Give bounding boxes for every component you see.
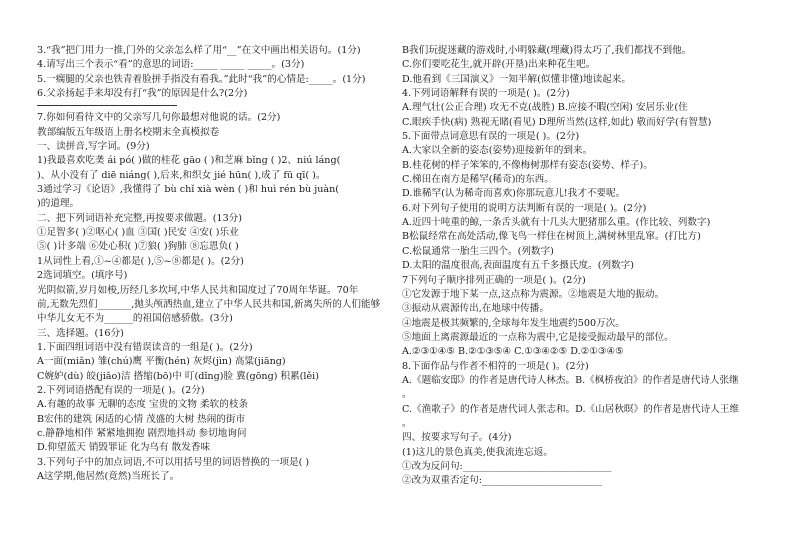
text-line: ②改为双重否定句:_________________________ [402,475,602,487]
text-line: 前,无数先烈们_______,抛头颅洒热血,建立了中华人民共和国,新离失所的人们能够 [37,298,381,310]
text-line: 4.请写出三个表示“看”的意思的词语:_____ _____ _____。(3分) [37,59,305,71]
text-line: ①足智多( )②呕心( )血 ③国( )民安 ④安( )乐业 [37,227,239,239]
text-line: A一面(miǎn) 雏(chú)鹰 平衡(hén) 灰烬(jìn) 高粱(jiāng) [37,356,286,368]
text-line: 4.下列词语解释有误的一项是( )。(2分) [402,88,570,100]
text-line: )、从小没有了 diē niáng( ),后来,和织女 jié hūn( ),成了 fū qī( )。 [37,169,326,181]
text-line: 2.下列词语搭配有误的一项是( )。(2分) [37,384,205,396]
text-line: B.桂花树的样子笨笨的,不像梅树那样有姿态(姿势、样子)。 [402,159,653,171]
text-line: C.《渔歌子》的作者是唐代词人张志和。D.《山居秋暝》的作者是唐代诗人王维 [402,403,740,415]
text-line: 1)我最喜欢吃䶮 ái pó( )做的桂花 gāo ( )和芝麻 bǐng ( )2、niú láng( [37,155,341,167]
text-line: 5.一瘸腿的父亲也铁青着脸拼手指没有看我。”此时“我”的心情是:_____。(1分) [37,73,366,85]
text-line: B宏伟的建筑 闲适的心情 茂盛的大树 热闹的街市 [37,413,246,425]
text-line: A.《题临安邸》的作者是唐代诗人林杰。B.《枫桥夜泊》的作者是唐代诗人张继 [402,374,739,386]
right-column [402,44,764,489]
text-line: 二、把下列词语补充完整,再按要求做题。(13分) [37,212,243,224]
text-line: 三、选择题。(16分) [37,327,124,339]
text-line: A.理气壮(公正合理) 攻无不克(战胜) B.应接不暇(空闲) 安居乐业(住 [402,102,688,114]
text-line: 。 [402,389,412,401]
text-line: 。 [402,417,412,429]
text-line: 2选词填空。(填序号) [37,270,128,282]
text-line: (1)这儿的景色真美,使我流连忘返。 [402,446,553,458]
text-line: ③振动从震源传出,在地球中传播。 [402,303,549,315]
text-line: 四、按要求写句子。(4分) [402,432,512,444]
text-line: 8.下面作品与作者不相符的一项是( )。(2分) [402,360,589,372]
text-line: C.松鼠通常一胎生三四个。(列数字) [402,245,554,257]
text-line: 3.下列句子中的加点词语,不可以用括号里的词语替换的一项是( ) [37,456,310,468]
text-line: 1从词性上看,①~④都是( ),⑤~⑧都是( )。(2分) [37,255,244,267]
text-line: 一、读拼音,写字词。(9分) [37,141,150,153]
text-line: 3.“我”把门用力一推,门外的父亲怎么样了用“__”在文中画出相关语句。(1分) [37,45,361,56]
text-line: 6.对下列句子使用的说明方法判断有误的一项是( )。(2分) [402,202,647,214]
text-line: 中华儿女无不为______的祖国倍感骄傲。(3分) [37,313,233,325]
text-line: 教部编版五年级语上册名校期末全真模拟卷 [37,126,220,138]
text-line: B松鼠经常在高处活动,像飞鸟一样住在树顶上,满树林里乱窜。(打比方) [402,231,701,243]
text-line: 7.你如何看待文中的父亲写几句你最想对他说的话。(2分) [37,112,281,124]
text-line: ⑤地面上离震源最近的一点称为震中,它是接受振动最早的部位。 [402,331,674,343]
text-line: A.有趣的故事 无聊的态度 宝贵的文物 柔软的枝条 [37,399,249,411]
text-line: A.大家以全新的姿态(姿势)迎接新年的到来。 [402,145,593,157]
text-line: ④地震是极其频繁的,全球每年发生地震约500万次。 [402,317,625,329]
text-line: B我们玩捉迷藏的游戏时,小明躲藏(埋藏)得太巧了,我们都找不到他。 [402,45,692,56]
text-line: D.他看到《三国演义》一知半解(似懂非懂)地读起来。 [402,73,631,85]
text-line: A这学期,他居然(竟然)当班长了。 [37,470,180,482]
text-line: D.太阳的温度很高,表面温度有五千多摄氏度。(列数字) [402,260,634,272]
text-line: C.眼疾手快(病) 熟视无睹(看见) D理所当然(这样,如此) 敬而好学(有智慧) [402,116,712,128]
left-column [37,44,397,484]
text-line: ⑤( )计多端 ⑥处心积( )⑦狼( )狗肺 ⑧忘恩负( ) [37,241,239,253]
text-line: 6.父亲扬起手来却没有打“我”的原因是什么?(2分) [37,88,248,100]
text-line: ①它发源于地下某一点,这点称为震源。②地震是大地的振动。 [402,288,665,300]
text-line: c.静静地相伴 紧紧地拥抱 剧烈地抖动 参切地询问 [37,427,247,439]
text-line: A.②③①④⑤ B.②①③⑤④ C.①③④②⑤ D.②①③④⑤ [402,346,624,358]
text-line: D.仰望蓝天 销毁罪证 化为乌有 散发香味 [37,442,211,454]
text-line: 5.下面带点词意思有误的一项是( )。(2分) [402,131,580,143]
text-line: C.你们要吃花生,就开辟(开垦)出来种花生吧。 [402,59,596,71]
text-line: C.梯田在南方是稀罕(稀奇)的东西。 [402,174,554,186]
text-line: 光阴似箭,岁月如梭,历经几多坎坷,中华人民共和国度过了70周年华诞。70年 [37,284,359,296]
text-line: )的道理。 [37,198,80,210]
text-line: 1.下面四组词语中没有错误读音的一组是( )。(2分) [37,341,253,353]
text-line: ①改为反问句:_______________________________ [402,460,612,472]
text-line: A.近四十吨重的鲸,一条舌头就有十几头大肥猪那么重。(作比较、列数字) [402,217,711,229]
text-line: 7下列句子顺序排列正确的一项是( )。(2分) [402,274,586,286]
answer-line [37,105,177,106]
text-line: D.谁稀罕(认为稀奇而喜欢)你那玩意儿!我才不要呢。 [402,188,626,200]
text-line: 3通过学习《论语》,我懂得了 bù chǐ xià wèn ( )和 huì rén bù juàn( [37,184,340,196]
text-line: C婉妒(dù) 皎(jiǎo)洁 搭缩(bō)中 叮(dǐng)脸 冀(gōng) 积累(lěi) [37,370,319,382]
